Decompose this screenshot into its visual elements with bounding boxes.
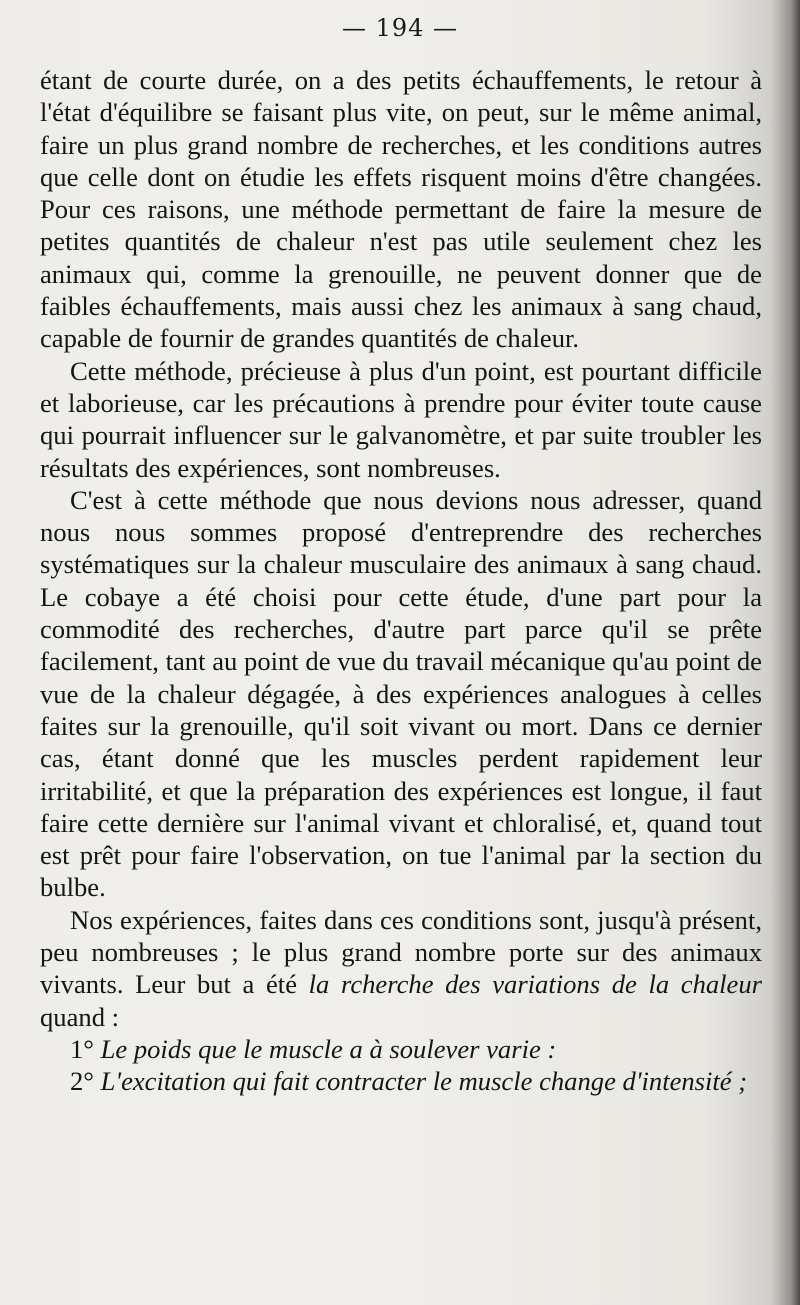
paragraph-3: C'est à cette méthode que nous devions nous adresser, quand nous nous sommes proposé d'entreprendre des recherches systématiques sur la chaleur musculaire des animaux à sang chaud. Le cobaye a été choisi pour cette étude, d'une part pour la commodité des recherches, d'autre part parce qu'il se prête facilement, tant au point de vue du travail mécanique qu'au point de vue de la chaleur dégagée, à des expériences analogues à celles faites sur la grenouille, qu'il soit vivant ou mort. Dans ce dernier cas, étant donné que les muscles perdent rapidement leur irritabilité, et que la préparation des expériences est longue, il faut faire cette dernière sur l'animal vivant et chloralisé, et, quand tout est prêt pour faire l'observation, on tue l'animal par la section du bulbe. [40,484,762,903]
paragraph-4 [40,904,762,1033]
paragraph-4-tail: quand : [40,1001,120,1032]
paragraph-4-text: Nos expériences, faites dans ces conditions sont, jusqu'à présent, peu nombreuses ; le plus grand nombre porte sur des animaux vivants. Leur but a été [40,904,762,1000]
list-item-2 [40,1065,762,1097]
list-item-2-text: L'excitation qui fait contracter le muscle change d'intensité ; [100,1066,748,1097]
paragraph-4-emphasis: la rcherche des variations de la chaleur [308,969,762,1000]
list-item-2-number: 2° [70,1066,94,1097]
page-number: — 194 — [341,14,459,42]
body-text [40,64,762,1098]
paragraph-2: Cette méthode, précieuse à plus d'un point, est pourtant difficile et laborieuse, car les précautions à prendre pour éviter toute cause qui pourrait influencer sur le galvanomètre, et par suite troubler les résultats des expériences, sont nombreuses. [40,355,762,483]
book-spine-shadow [770,0,800,1305]
list-item-1-text: Le poids que le muscle a à soulever varie : [100,1033,557,1064]
paragraph-1: étant de courte durée, on a des petits échauffements, le retour à l'état d'équilibre se faisant plus vite, on peut, sur le même animal, faire un plus grand nombre de recherches, et les conditions autres que celle dont on étudie les effets risquent moins d'être changées. Pour ces raisons, une méthode permettant de faire la mesure de petites quantités de chaleur n'est pas utile seulement chez les animaux qui, comme la grenouille, ne peuvent donner que de faibles échauffements, mais aussi chez les animaux à sang chaud, capable de fournir de grandes quantités de chaleur. [40,65,762,354]
list-item-1-number: 1° [70,1033,94,1064]
list-item-1 [40,1033,762,1065]
